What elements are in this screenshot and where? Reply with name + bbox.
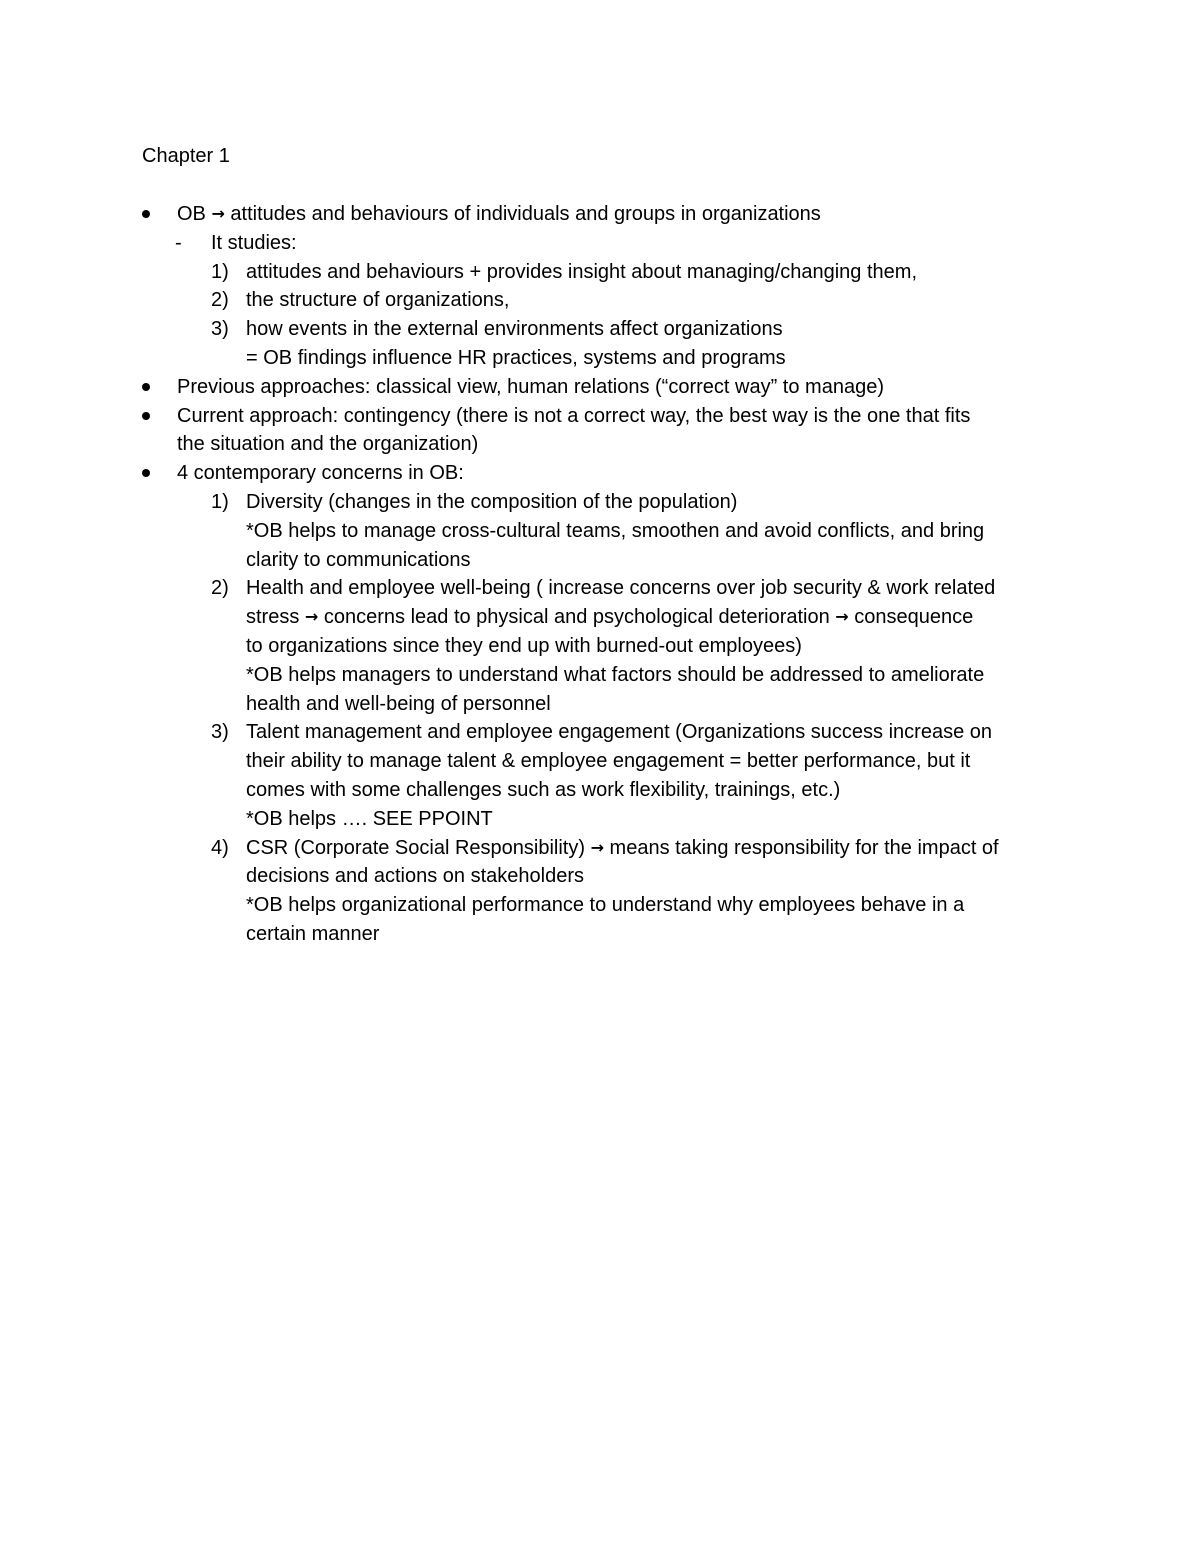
- item-text: *OB helps to manage cross-cultural teams, smoothen and avoid conflicts, and bring: [246, 519, 985, 542]
- bullet-text: Previous approaches: classical view, human relations (“correct way” to manage): [177, 375, 884, 398]
- bullet-text: Current approach: contingency (there is not a correct way, the best way is the one that fits: [177, 404, 971, 427]
- item-number: 1): [211, 260, 229, 283]
- bullet-icon: [142, 412, 150, 420]
- item-text: Health and employee well-being ( increase concerns over job security & work related: [246, 577, 996, 600]
- item-text: to organizations since they end up with burned-out employees): [246, 634, 802, 657]
- bullet-text: the situation and the organization): [177, 433, 479, 456]
- arrow-icon: →: [835, 607, 849, 627]
- bullet-item-previous-approaches: [142, 373, 1072, 402]
- concern-item-csr: [142, 834, 1072, 949]
- item-text: health and well-being of personnel: [246, 692, 551, 715]
- item-number: 4): [211, 836, 229, 859]
- item-text: CSR (Corporate Social Responsibility) → means taking responsibility for the impact of: [246, 836, 999, 859]
- item-text: Diversity (changes in the composition of the population): [246, 490, 738, 513]
- findings-note: = OB findings influence HR practices, systems and programs: [246, 346, 786, 369]
- item-text: attitudes and behaviours + provides insight about managing/changing them,: [246, 260, 918, 283]
- bullet-item-contemporary-concerns: [142, 459, 1072, 488]
- arrow-icon: →: [211, 204, 225, 223]
- arrow-icon: →: [590, 837, 604, 857]
- item-text: certain manner: [246, 922, 380, 945]
- item-text: how events in the external environments affect organizations: [246, 318, 783, 341]
- item-number: 2): [211, 289, 229, 312]
- item-number: 3): [211, 721, 229, 744]
- bullet-item-current-approach: [142, 402, 1072, 460]
- item-text: decisions and actions on stakeholders: [246, 865, 584, 888]
- bullet-text: OB → attitudes and behaviours of individuals and groups in organizations: [177, 203, 821, 225]
- item-text: *OB helps organizational performance to understand why employees behave in a: [246, 894, 965, 917]
- item-text: the structure of organizations,: [246, 289, 510, 312]
- item-number: 3): [211, 318, 229, 341]
- bullet-text: 4 contemporary concerns in OB:: [177, 462, 464, 485]
- item-number: 1): [211, 490, 229, 513]
- page-title: Chapter 1: [142, 145, 230, 167]
- item-number: 2): [211, 577, 229, 600]
- bullet-icon: [142, 210, 150, 218]
- bullet-item-ob: [142, 200, 1072, 229]
- numbered-item: [142, 258, 1072, 287]
- bullet-icon: [142, 383, 150, 391]
- concern-item-diversity: [142, 488, 1072, 574]
- document-body: [142, 200, 1072, 949]
- arrow-icon: →: [304, 607, 319, 627]
- item-text: *OB helps managers to understand what factors should be addressed to ameliorate: [246, 663, 985, 686]
- sub-heading: It studies:: [211, 231, 297, 254]
- item-text: stress → concerns lead to physical and psychological deterioration → consequence: [246, 606, 974, 629]
- item-text: clarity to communications: [246, 548, 471, 571]
- bullet-icon: [142, 469, 150, 477]
- item-text: their ability to manage talent & employee engagement = better performance, but it: [246, 750, 971, 773]
- item-text: Talent management and employee engagement (Organizations success increase on: [246, 721, 992, 744]
- concern-item-health: [142, 574, 1072, 718]
- item-text: *OB helps …. SEE PPOINT: [246, 807, 493, 830]
- concern-item-talent: [142, 718, 1072, 833]
- sub-item-it-studies: [142, 229, 1072, 258]
- numbered-item: [142, 315, 1072, 344]
- numbered-item: [142, 286, 1072, 315]
- dash-icon: -: [175, 231, 182, 254]
- item-text: comes with some challenges such as work flexibility, trainings, etc.): [246, 778, 841, 801]
